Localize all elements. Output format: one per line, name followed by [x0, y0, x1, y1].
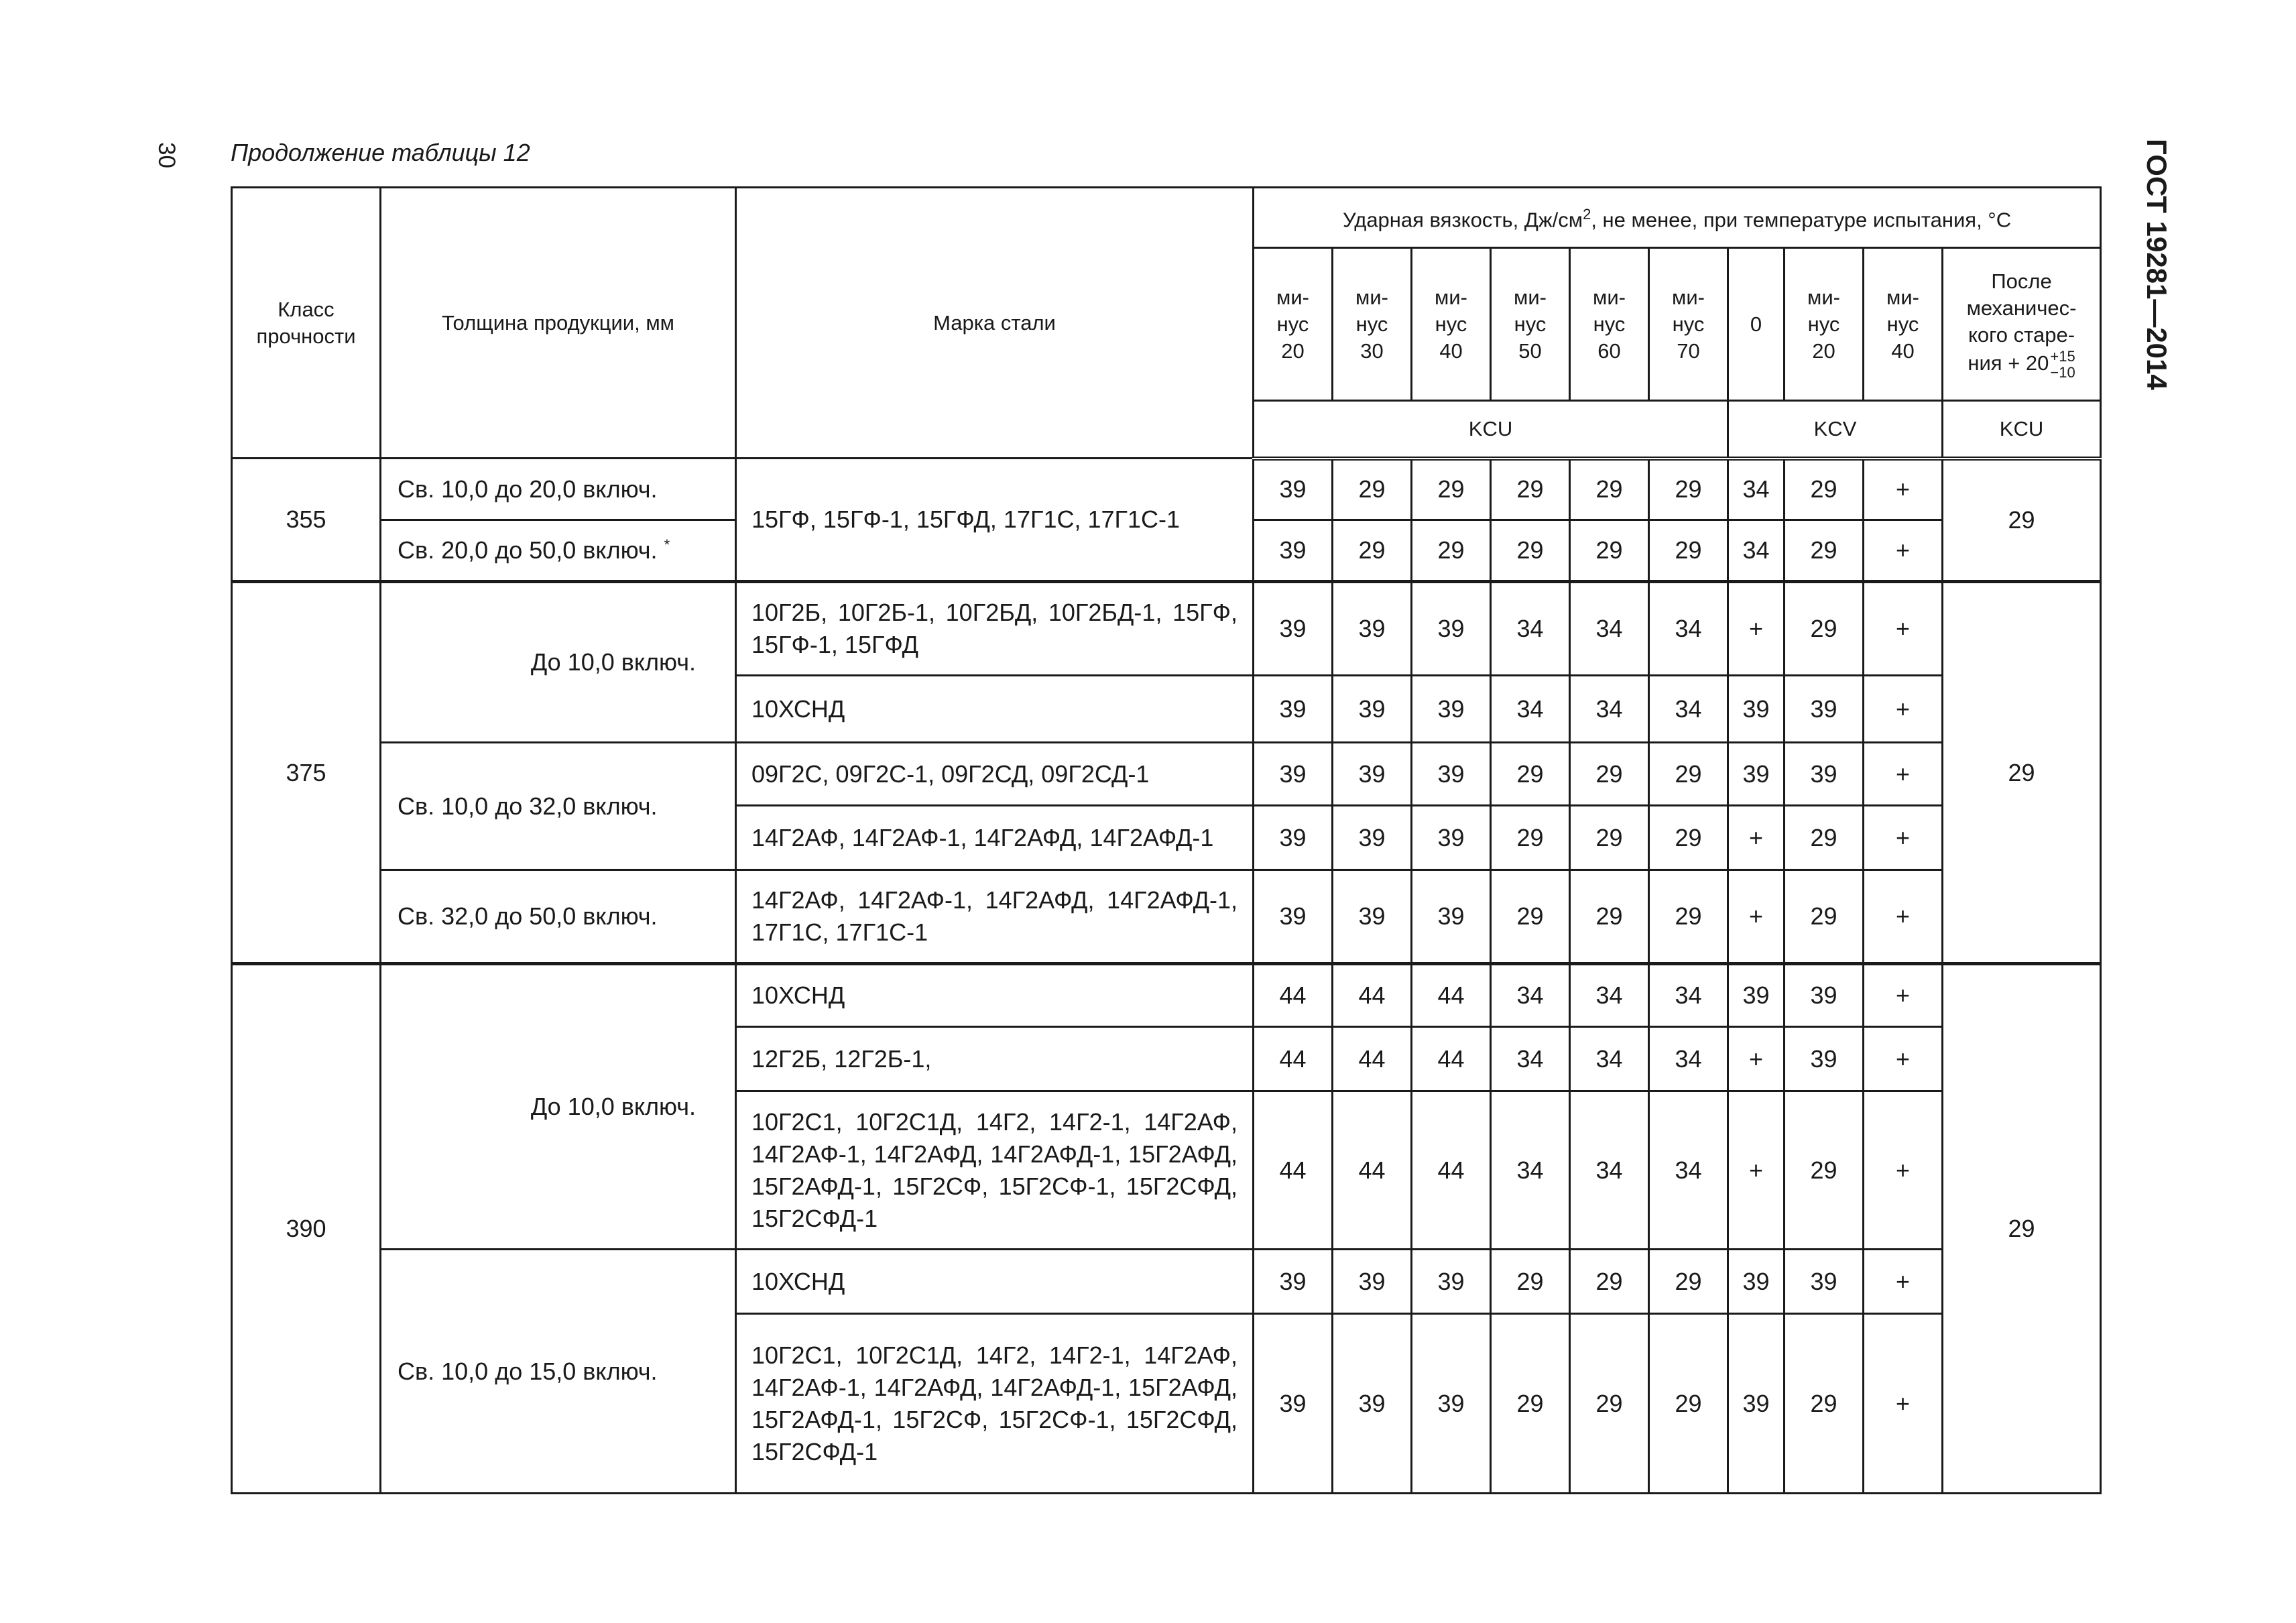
- value-cell: 29: [1649, 743, 1728, 806]
- value-cell: 39: [1333, 1314, 1412, 1494]
- header-after-aging: [1943, 248, 2101, 401]
- value-cell: +: [1864, 1314, 1943, 1494]
- value-cell: 34: [1491, 582, 1570, 676]
- value-cell: 29: [1570, 743, 1649, 806]
- header-kcu-aged: KCU: [1943, 401, 2101, 459]
- value-cell: +: [1864, 743, 1943, 806]
- value-cell: 29: [1785, 870, 1864, 964]
- steel-grade-cell: 12Г2Б, 12Г2Б-1,: [736, 1027, 1254, 1091]
- table-row: [232, 582, 2101, 676]
- steel-grade-cell: 14Г2АФ, 14Г2АФ-1, 14Г2АФД, 14Г2АФД-1, 17Г1С, 17Г1С-1: [736, 870, 1254, 964]
- value-cell: 29: [1333, 459, 1412, 520]
- value-cell: 39: [1412, 806, 1491, 870]
- value-cell: 29: [1785, 459, 1864, 520]
- value-cell: 29: [1785, 806, 1864, 870]
- value-cell: 39: [1412, 743, 1491, 806]
- value-cell: 29: [1412, 459, 1491, 520]
- value-cell: 29: [1412, 520, 1491, 582]
- value-cell: 29: [1649, 806, 1728, 870]
- value-cell: 34: [1570, 964, 1649, 1027]
- value-cell: 29: [1570, 1250, 1649, 1314]
- value-cell: 39: [1785, 1027, 1864, 1091]
- steel-grade-cell: 14Г2АФ, 14Г2АФ-1, 14Г2АФД, 14Г2АФД-1: [736, 806, 1254, 870]
- value-cell: 39: [1412, 1314, 1491, 1494]
- header-thickness: Толщина продукции, мм: [381, 188, 736, 459]
- table-row: [232, 964, 2101, 1027]
- value-cell: 34: [1649, 964, 1728, 1027]
- aged-value-cell: 29: [1943, 582, 2101, 964]
- value-cell: 44: [1412, 964, 1491, 1027]
- value-cell: 34: [1570, 1027, 1649, 1091]
- value-cell: 34: [1570, 1091, 1649, 1250]
- value-cell: 29: [1333, 520, 1412, 582]
- value-cell: 29: [1785, 1314, 1864, 1494]
- value-cell: 29: [1785, 520, 1864, 582]
- thickness-cell: Св. 10,0 до 15,0 включ.: [381, 1250, 736, 1494]
- value-cell: 39: [1728, 743, 1785, 806]
- header-temp-8: ми- нус 20: [1785, 248, 1864, 401]
- value-cell: 29: [1491, 743, 1570, 806]
- thickness-text: Св. 20,0 до 50,0 включ.: [398, 536, 658, 564]
- value-cell: 44: [1412, 1027, 1491, 1091]
- value-cell: 39: [1333, 870, 1412, 964]
- value-cell: 29: [1649, 520, 1728, 582]
- header-temp-6: ми- нус 70: [1649, 248, 1728, 401]
- value-cell: 34: [1728, 520, 1785, 582]
- value-cell: 39: [1254, 582, 1333, 676]
- header-temp-1: ми- нус 20: [1254, 248, 1333, 401]
- value-cell: 39: [1254, 1314, 1333, 1494]
- value-cell: 29: [1491, 520, 1570, 582]
- header-temp-4: ми- нус 50: [1491, 248, 1570, 401]
- steel-grade-cell: 09Г2С, 09Г2С-1, 09Г2СД, 09Г2СД-1: [736, 743, 1254, 806]
- value-cell: +: [1864, 582, 1943, 676]
- header-aging-sub: −10: [2050, 363, 2075, 381]
- thickness-cell: До 10,0 включ.: [381, 964, 736, 1250]
- table-row: [232, 743, 2101, 806]
- value-cell: 44: [1254, 964, 1333, 1027]
- header-temp-9: ми- нус 40: [1864, 248, 1943, 401]
- value-cell: +: [1728, 1027, 1785, 1091]
- value-cell: 39: [1412, 1250, 1491, 1314]
- header-temp-5: ми- нус 60: [1570, 248, 1649, 401]
- steel-grade-cell: 10ХСНД: [736, 964, 1254, 1027]
- value-cell: 34: [1728, 459, 1785, 520]
- value-cell: +: [1864, 459, 1943, 520]
- value-cell: 34: [1570, 582, 1649, 676]
- value-cell: 34: [1491, 1027, 1570, 1091]
- value-cell: 29: [1570, 1314, 1649, 1494]
- value-cell: +: [1864, 1250, 1943, 1314]
- value-cell: +: [1864, 1027, 1943, 1091]
- document-code: ГОСТ 19281—2014: [2141, 139, 2173, 390]
- table-row: [232, 1250, 2101, 1314]
- value-cell: 29: [1649, 459, 1728, 520]
- footnote-mark: *: [664, 536, 670, 553]
- value-cell: 39: [1728, 676, 1785, 743]
- header-strength-class: Класс прочности: [232, 188, 381, 459]
- header-temp-7: 0: [1728, 248, 1785, 401]
- value-cell: 39: [1728, 964, 1785, 1027]
- value-cell: 29: [1570, 520, 1649, 582]
- value-cell: +: [1864, 964, 1943, 1027]
- header-aging-sup: +15: [2050, 347, 2075, 365]
- value-cell: 39: [1254, 743, 1333, 806]
- value-cell: +: [1864, 870, 1943, 964]
- thickness-cell: Св. 32,0 до 50,0 включ.: [381, 870, 736, 964]
- value-cell: 29: [1570, 870, 1649, 964]
- value-cell: 39: [1412, 870, 1491, 964]
- header-impact-prefix: Ударная вязкость, Дж/см: [1342, 208, 1583, 232]
- value-cell: 29: [1649, 1314, 1728, 1494]
- value-cell: 34: [1649, 676, 1728, 743]
- header-impact-suffix: , не менее, при температуре испытания, °С: [1591, 208, 2012, 232]
- value-cell: 39: [1333, 806, 1412, 870]
- value-cell: +: [1864, 806, 1943, 870]
- strength-class-cell: 390: [232, 964, 381, 1494]
- steel-grade-cell: 15ГФ, 15ГФ-1, 15ГФД, 17Г1С, 17Г1С-1: [736, 459, 1254, 582]
- steel-grade-cell: 10Г2С1, 10Г2С1Д, 14Г2, 14Г2-1, 14Г2АФ, 14Г2АФ-1, 14Г2АФД, 14Г2АФД-1, 15Г2АФД, 15Г2АФД-1, 15Г2СФ, 15Г2СФ-1, 15Г2СФД, 15Г2СФД-1: [736, 1314, 1254, 1494]
- thickness-cell: Св. 10,0 до 32,0 включ.: [381, 743, 736, 870]
- thickness-cell: [381, 520, 736, 582]
- value-cell: 39: [1785, 676, 1864, 743]
- value-cell: 34: [1491, 1091, 1570, 1250]
- value-cell: 39: [1412, 582, 1491, 676]
- value-cell: 29: [1570, 459, 1649, 520]
- value-cell: +: [1864, 676, 1943, 743]
- value-cell: +: [1728, 870, 1785, 964]
- steel-impact-table: [231, 186, 2102, 1494]
- value-cell: 39: [1254, 676, 1333, 743]
- header-kcu: KCU: [1254, 401, 1728, 459]
- header-aging-value: + 20: [2008, 351, 2049, 375]
- value-cell: 29: [1491, 870, 1570, 964]
- value-cell: 44: [1254, 1027, 1333, 1091]
- header-aging-text: После механичес-кого старе-: [1966, 269, 2077, 347]
- value-cell: 39: [1333, 676, 1412, 743]
- value-cell: +: [1728, 1091, 1785, 1250]
- value-cell: 29: [1491, 1314, 1570, 1494]
- value-cell: 34: [1649, 1027, 1728, 1091]
- value-cell: 39: [1412, 676, 1491, 743]
- value-cell: 39: [1728, 1314, 1785, 1494]
- value-cell: +: [1728, 582, 1785, 676]
- steel-grade-cell: 10Г2Б, 10Г2Б-1, 10Г2БД, 10Г2БД-1, 15ГФ, 15ГФ-1, 15ГФД: [736, 582, 1254, 676]
- header-kcv: KCV: [1728, 401, 1943, 459]
- value-cell: 29: [1491, 459, 1570, 520]
- value-cell: 39: [1333, 1250, 1412, 1314]
- value-cell: 29: [1785, 1091, 1864, 1250]
- header-temp-2: ми- нус 30: [1333, 248, 1412, 401]
- value-cell: 39: [1785, 743, 1864, 806]
- value-cell: 44: [1333, 964, 1412, 1027]
- aged-value-cell: 29: [1943, 964, 2101, 1494]
- thickness-cell: Св. 10,0 до 20,0 включ.: [381, 459, 736, 520]
- strength-class-cell: 355: [232, 459, 381, 582]
- header-impact-sup: 2: [1583, 206, 1591, 223]
- value-cell: 29: [1491, 806, 1570, 870]
- steel-grade-cell: 10ХСНД: [736, 1250, 1254, 1314]
- value-cell: 34: [1649, 1091, 1728, 1250]
- value-cell: 44: [1412, 1091, 1491, 1250]
- value-cell: 29: [1785, 582, 1864, 676]
- value-cell: 39: [1254, 459, 1333, 520]
- value-cell: 34: [1491, 676, 1570, 743]
- header-steel-grade: Марка стали: [736, 188, 1254, 459]
- value-cell: 39: [1333, 743, 1412, 806]
- value-cell: 39: [1254, 520, 1333, 582]
- value-cell: 39: [1254, 806, 1333, 870]
- steel-grade-cell: 10Г2С1, 10Г2С1Д, 14Г2, 14Г2-1, 14Г2АФ, 14Г2АФ-1, 14Г2АФД, 14Г2АФД-1, 15Г2АФД, 15Г2АФД-1, 15Г2СФ, 15Г2СФ-1, 15Г2СФД, 15Г2СФД-1: [736, 1091, 1254, 1250]
- value-cell: 39: [1254, 870, 1333, 964]
- value-cell: 39: [1785, 1250, 1864, 1314]
- strength-class-cell: 375: [232, 582, 381, 964]
- value-cell: 39: [1728, 1250, 1785, 1314]
- table-row: [232, 459, 2101, 520]
- header-temp-3: ми- нус 40: [1412, 248, 1491, 401]
- value-cell: 29: [1491, 1250, 1570, 1314]
- value-cell: 39: [1254, 1250, 1333, 1314]
- value-cell: +: [1728, 806, 1785, 870]
- header-impact-strength: [1254, 188, 2101, 248]
- value-cell: 44: [1333, 1091, 1412, 1250]
- table-continuation-label: Продолжение таблицы 12: [231, 139, 530, 166]
- thickness-cell: До 10,0 включ.: [381, 582, 736, 743]
- value-cell: 34: [1491, 964, 1570, 1027]
- steel-grade-cell: 10ХСНД: [736, 676, 1254, 743]
- value-cell: 39: [1333, 582, 1412, 676]
- value-cell: 34: [1570, 676, 1649, 743]
- value-cell: 44: [1254, 1091, 1333, 1250]
- value-cell: 29: [1649, 870, 1728, 964]
- value-cell: 29: [1570, 806, 1649, 870]
- table-row: [232, 870, 2101, 964]
- header-aging-tail: ния: [1968, 351, 2002, 375]
- page-number: 30: [154, 142, 180, 168]
- value-cell: +: [1864, 520, 1943, 582]
- value-cell: 39: [1785, 964, 1864, 1027]
- value-cell: +: [1864, 1091, 1943, 1250]
- value-cell: 34: [1649, 582, 1728, 676]
- aged-value-cell: 29: [1943, 459, 2101, 582]
- value-cell: 29: [1649, 1250, 1728, 1314]
- value-cell: 44: [1333, 1027, 1412, 1091]
